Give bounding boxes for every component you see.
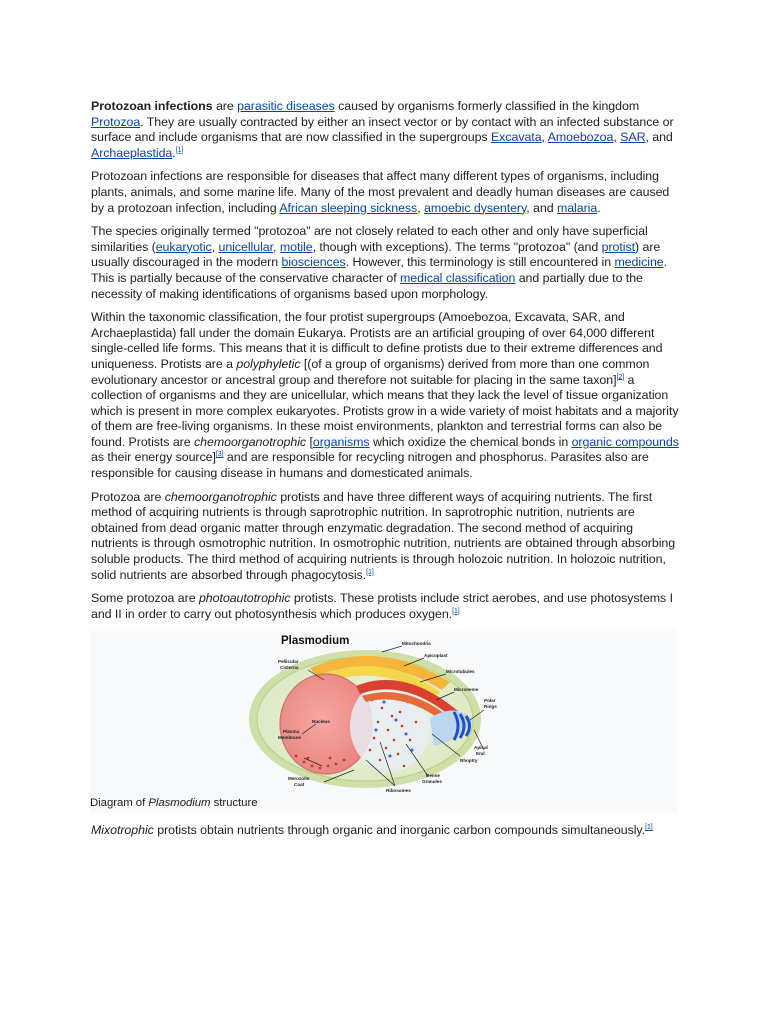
label-microneme: Microneme xyxy=(454,687,479,693)
label-apicoplast: Apicoplast xyxy=(424,653,448,659)
link-sar[interactable]: SAR xyxy=(620,130,646,145)
term-protozoan-infections: Protozoan infections xyxy=(91,99,213,113)
label-merozoite: Merozoite xyxy=(288,776,310,782)
label-dense: Dense xyxy=(426,773,440,779)
label-end: End xyxy=(476,751,485,757)
paragraph-terminology: The species originally termed "protozoa" are not closely related to each other and only have superficial similarities (eukaryotic, unicellular, motile, though with exceptions). The terms "protozoa" (and protist) are usually discouraged in the modern biosciences. However, this terminology is still encountered in medicine. This is partially because of the conservative character of medical classification and partially due to the necessity of making identifications of organisms based upon morphology. xyxy=(91,224,668,301)
reference-link[interactable]: [1] xyxy=(175,146,184,154)
paragraph-photoautotrophic: Some protozoa are photoautotrophic protists. These protists include strict aerobes, and use photosystems I and II in order to carry out photosynthesis which produces oxygen.[1] xyxy=(91,591,673,621)
reference-link[interactable]: [1] xyxy=(366,568,374,576)
link-african-sleeping-sickness[interactable]: African sleeping sickness xyxy=(279,200,418,215)
paragraph-mixotrophic: Mixotrophic protists obtain nutrients through organic and inorganic carbon compounds simultaneously.[1] xyxy=(91,823,653,838)
link-organisms[interactable]: organisms xyxy=(312,434,370,449)
link-archaeplastida[interactable]: Archaeplastida xyxy=(91,145,173,160)
link-organic-compounds[interactable]: organic compounds xyxy=(571,434,679,449)
reference-link[interactable]: [2] xyxy=(616,373,625,381)
reference-link[interactable]: [1] xyxy=(452,607,460,615)
plasmodium-figure xyxy=(90,630,677,813)
label-membrane: Membrane xyxy=(278,735,301,741)
link-unicellular[interactable]: unicellular xyxy=(218,239,274,254)
paragraph-taxonomy: Within the taxonomic classification, the four protist supergroups (Amoebozoa, Excavata, SAR, and Archaeplastida) fall under the domain Eukarya. Protists are an artificial grouping of over 64,000 different single-celled life forms. This means that it is difficult to define protists due to their extreme differences and uniqueness. Protists are a polyphyletic [(of a group of organisms) derived from more than one common evolutionary ancestor or ancestral group and therefore not suitable for placing in the same taxon][2] a collection of organisms and they are unicellular, which means that they lack the level of tissue organization which is present in more complex eukaryotes. Protists grow in a wide variety of moist habitats and a majority of them are free-living organisms. In these moist environments, plankton and terrestrial forms can also be found. Protists are chemoorganotrophic [organisms which oxidize the chemical bonds in organic compounds as their energy source][3] and are responsible for recycling nitrogen and phosphorus. Parasites also are responsible for causing disease in humans and domesticated animals. xyxy=(91,310,679,481)
link-excavata[interactable]: Excavata xyxy=(490,130,542,145)
link-biosciences[interactable]: biosciences xyxy=(281,255,346,270)
reference-link[interactable]: [1] xyxy=(645,824,653,832)
paragraph-intro: Protozoan infections are parasitic diseases caused by organisms formerly classified in the kingdom Protozoa. They are usually contracted by either an insect vector or by contact with an infected substance or surface and include organisms that are now classified in the supergroups Excavata, Amoebozoa, SAR, and Archaeplastida.[1] xyxy=(91,99,674,160)
paragraph-diseases: Protozoan infections are responsible for diseases that affect many different types of organisms, including plants, animals, and some marine life. Many of the most prevalent and deadly human diseases are caused by a protozoan infection, including African sleeping sickness, amoebic dysentery, and malaria. xyxy=(91,169,670,215)
article-body xyxy=(91,99,681,847)
label-rings: Rings xyxy=(484,704,497,710)
label-mitochondria: Mitochondria xyxy=(402,641,431,647)
label-plasma: Plasma xyxy=(283,729,300,735)
reference-link[interactable]: [3] xyxy=(215,451,224,459)
link-medical-classification[interactable]: medical classification xyxy=(400,270,516,285)
label-nucleus: Nucleus xyxy=(312,719,330,725)
link-protozoa[interactable]: Protozoa xyxy=(91,114,141,129)
link-parasitic-diseases[interactable]: parasitic diseases xyxy=(237,99,335,113)
label-ribosomes: Ribosomes xyxy=(386,788,411,794)
diagram-title: Plasmodium xyxy=(281,635,350,648)
label-granules: Granules xyxy=(422,779,442,785)
link-protist[interactable]: protist xyxy=(601,239,636,254)
label-polar: Polar xyxy=(484,698,496,704)
paragraph-nutrition: Protozoa are chemoorganotrophic protists and have three different ways of acquiring nutrients. The first method of acquiring nutrients is through saprotrophic nutrition. In saprotrophic nutrition, nutrients are obtained from dead organic matter through enzymatic degradation. The second method of acquiring nutrients is through osmotrophic nutrition. In osmotrophic nutrition, nutrients are obtained through absorbing soluble products. The third method of acquiring nutrients is through holozoic nutrition. In holozoic nutrition, solid nutrients are absorbed through phagocytosis.[1] xyxy=(91,489,676,582)
link-motile[interactable]: motile xyxy=(279,239,313,254)
link-medicine[interactable]: medicine xyxy=(614,255,664,270)
link-amoebozoa[interactable]: Amoebozoa xyxy=(547,130,614,145)
figure-caption: Diagram of Plasmodium structure xyxy=(90,797,258,810)
link-eukaryotic[interactable]: eukaryotic xyxy=(155,239,212,254)
label-pellicular: Pellicular xyxy=(278,659,299,665)
label-rhoptry: Rhoptry xyxy=(460,758,478,764)
label-coat: Coat xyxy=(294,782,305,788)
plasmodium-diagram xyxy=(90,630,677,795)
label-microtubules: Microtubules xyxy=(446,669,475,675)
link-amoebic-dysentery[interactable]: amoebic dysentery xyxy=(424,200,527,215)
label-cisterna: Cisterna xyxy=(280,665,299,671)
label-apical: Apical xyxy=(474,745,488,751)
link-malaria[interactable]: malaria xyxy=(556,200,598,215)
